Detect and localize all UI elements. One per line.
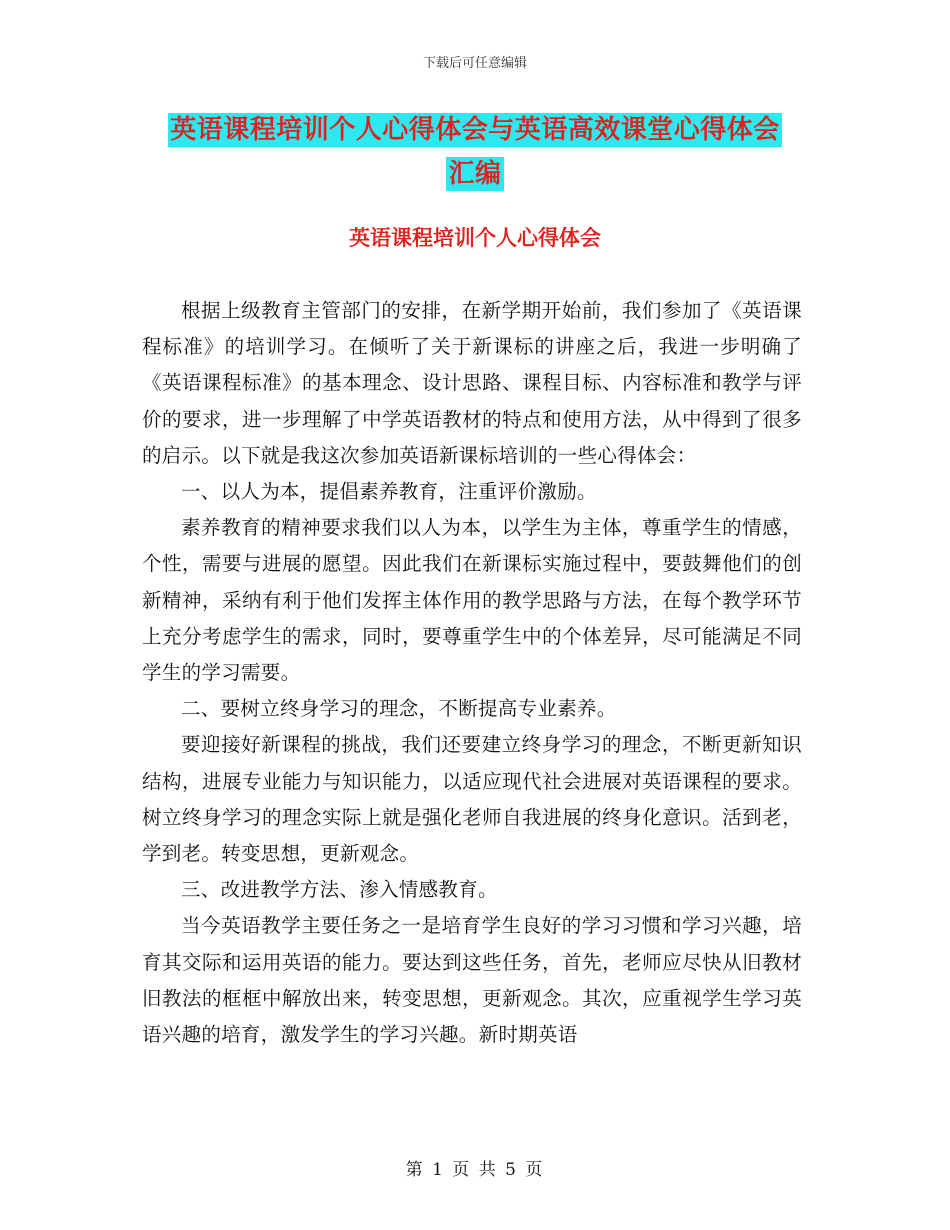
paragraph: 三、改进教学方法、渗入情感教育。 — [181, 878, 498, 902]
paragraph: 根据上级教育主管部门的安排，在新学期开始前，我们参加了《英语课程标准》的培训学习。在倾听了关于新课标的讲座之后，我进一步明确了《英语课程标准》的基本理念、设计思路、课程目标、内容标准和教学与评价的要求，进一步理解了中学英语教材的特点和使用方法，从中得到了很多的启示。以下就是我这次参加英语新课标培训的一些心得体会： — [142, 299, 802, 467]
section-title: 英语课程培训个人心得体会 — [349, 225, 601, 250]
main-title-line-2: 汇编 — [448, 159, 502, 189]
paragraph: 素养教育的精神要求我们以人为本，以学生为主体，尊重学生的情感，个性，需要与进展的愿望。因此我们在新课标实施过程中，要鼓舞他们的创新精神，采纳有利于他们发挥主体作用的教学思路与方法，在每个教学环节上充分考虑学生的需求，同时，要尊重学生中的个体差异，尽可能满足不同学生的学习需要。 — [142, 516, 802, 685]
paragraph: 一、以人为本，提倡素养教育，注重评价激励。 — [181, 480, 597, 504]
body-text — [142, 293, 802, 1053]
paragraph: 当今英语教学主要任务之一是培育学生良好的学习习惯和学习兴趣，培育其交际和运用英语的能力。要达到这些任务，首先，老师应尽快从旧教材旧教法的框框中解放出来，转变思想，更新观念。其次，应重视学生学习英语兴趣的培育，激发学生的学习兴趣。新时期英语 — [142, 914, 802, 1047]
page-number: 第 1 页 共 5 页 — [405, 1160, 545, 1180]
paragraph: 二、要树立终身学习的理念，不断提高专业素养。 — [181, 697, 617, 721]
main-title-line-1: 英语课程培训个人心得体会与英语高效课堂心得体会 — [170, 115, 780, 145]
header-note: 下载后可任意编辑 — [422, 56, 527, 71]
paragraph: 要迎接好新课程的挑战，我们还要建立终身学习的理念，不断更新知识结构，进展专业能力与知识能力，以适应现代社会进展对英语课程的要求。树立终身学习的理念实际上就是强化老师自我进展的终身化意识。活到老，学到老。转变思想，更新观念。 — [142, 733, 802, 866]
main-title — [140, 108, 810, 196]
